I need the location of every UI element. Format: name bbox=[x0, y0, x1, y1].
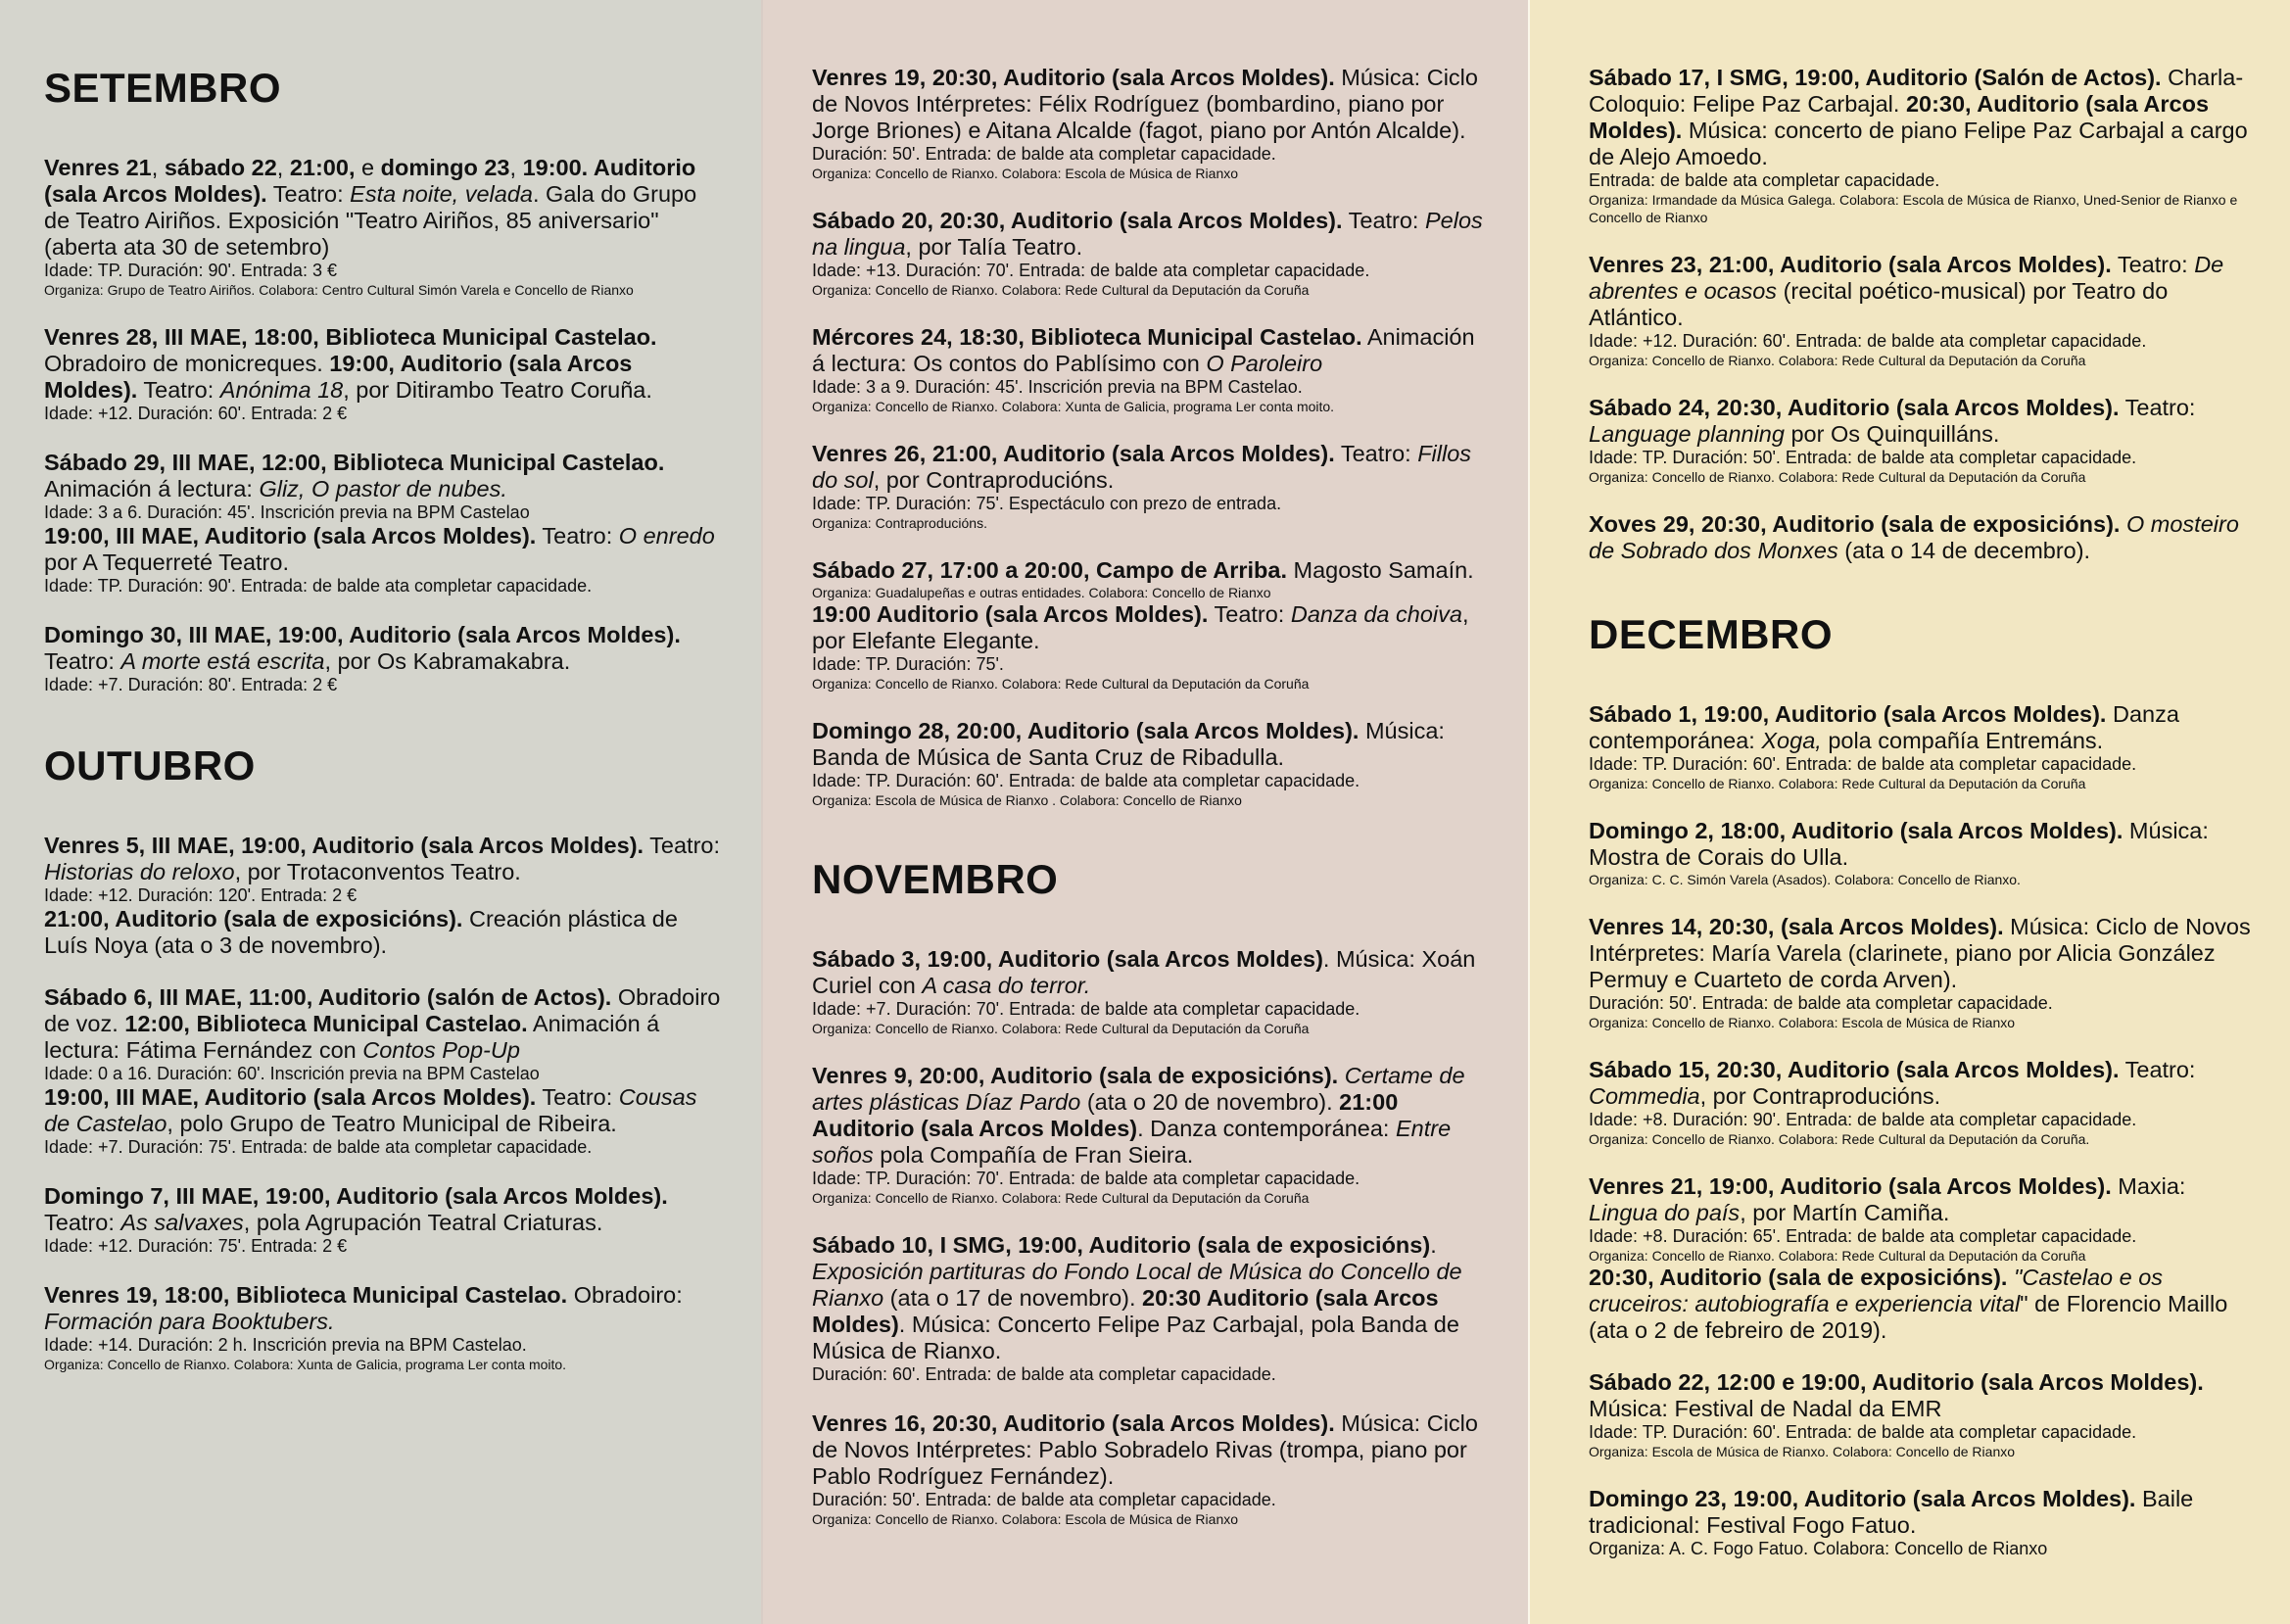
event-details: Idade: TP. Duración: 90'. Entrada: 3 € bbox=[44, 261, 337, 280]
event-entry bbox=[44, 1183, 722, 1257]
event-details: Idade: +12. Duración: 60'. Entrada: 2 € bbox=[44, 404, 348, 423]
event-entry bbox=[44, 1282, 722, 1373]
event-description: Venres 9, 20:00, Auditorio (sala de exposicións). Certame de artes plásticas Díaz Pardo (ata o 20 de novembro). 21:00 Auditorio (sala Arcos Moldes). Danza contemporánea: Entre soños pola Compañía de Fran Sieira. bbox=[812, 1063, 1465, 1168]
event-description: Domingo 28, 20:00, Auditorio (sala Arcos Moldes). Música: Banda de Música de Santa Cruz de Ribadulla. bbox=[812, 718, 1445, 770]
event-description: Sábado 1, 19:00, Auditorio (sala Arcos Moldes). Danza contemporánea: Xoga, pola compañía Entremáns. bbox=[1589, 701, 2179, 753]
event-description: 19:00, III MAE, Auditorio (sala Arcos Moldes). Teatro: Cousas de Castelao, polo Grupo de Teatro Municipal de Ribeira. bbox=[44, 1084, 697, 1136]
event-entry bbox=[1589, 914, 2251, 1031]
event-organizer: Organiza: Concello de Rianxo. Colabora: Xunta de Galicia, programa Ler conta moito. bbox=[44, 1357, 567, 1372]
event-details: Idade: TP. Duración: 60'. Entrada: de balde ata completar capacidade. bbox=[1589, 754, 2137, 774]
event-details: Idade: TP. Duración: 60'. Entrada: de balde ata completar capacidade. bbox=[812, 771, 1360, 790]
event-entry bbox=[812, 324, 1489, 415]
event-entry bbox=[1589, 701, 2251, 792]
event-entry bbox=[812, 718, 1489, 809]
event-description: Sábado 29, III MAE, 12:00, Biblioteca Municipal Castelao. Animación á lectura: Gliz, O pastor de nubes. bbox=[44, 450, 665, 502]
event-details: Idade: +12. Duración: 120'. Entrada: 2 € bbox=[44, 885, 358, 905]
event-entry bbox=[44, 155, 722, 299]
event-entry bbox=[44, 833, 722, 959]
event-details: Idade: 0 a 16. Duración: 60'. Inscrición previa na BPM Castelao bbox=[44, 1064, 540, 1083]
event-description: Domingo 30, III MAE, 19:00, Auditorio (sala Arcos Moldes). Teatro: A morte está escrita, por Os Kabramakabra. bbox=[44, 622, 681, 674]
event-details: Idade: 3 a 6. Duración: 45'. Inscrición previa na BPM Castelao bbox=[44, 502, 530, 522]
event-details: Idade: +12. Duración: 60'. Entrada: de balde ata completar capacidade. bbox=[1589, 331, 2147, 351]
event-organizer: Organiza: Concello de Rianxo. Colabora: Rede Cultural da Deputación da Coruña bbox=[812, 676, 1310, 692]
event-details: Duración: 50'. Entrada: de balde ata completar capacidade. bbox=[812, 144, 1276, 164]
event-organizer: Organiza: Contraproducións. bbox=[812, 515, 987, 531]
event-details: Idade: TP. Duración: 60'. Entrada: de balde ata completar capacidade. bbox=[1589, 1422, 2137, 1442]
event-details: Duración: 50'. Entrada: de balde ata completar capacidade. bbox=[812, 1490, 1276, 1509]
event-entry bbox=[44, 622, 722, 695]
event-details: Idade: +7. Duración: 70'. Entrada: de balde ata completar capacidade. bbox=[812, 999, 1360, 1019]
event-description: Sábado 10, I SMG, 19:00, Auditorio (sala de exposicións). Exposición partituras do Fondo Local de Música do Concello de Rianxo (ata o 17 de novembro). 20:30 Auditorio (sala Arcos Moldes). Música: Concerto Felipe Paz Carbajal, pola Banda de Música de Rianxo. bbox=[812, 1232, 1462, 1363]
event-description: Sábado 3, 19:00, Auditorio (sala Arcos Moldes). Música: Xoán Curiel con A casa do terror. bbox=[812, 946, 1476, 998]
column-1 bbox=[0, 0, 761, 1624]
event-entry bbox=[1589, 1173, 2251, 1344]
event-description: Venres 23, 21:00, Auditorio (sala Arcos Moldes). Teatro: De abrentes e ocasos (recital poético-musical) por Teatro do Atlántico. bbox=[1589, 252, 2224, 330]
event-details: Duración: 60'. Entrada: de balde ata completar capacidade. bbox=[812, 1364, 1276, 1384]
event-entry bbox=[812, 208, 1489, 299]
event-description: Venres 14, 20:30, (sala Arcos Moldes). Música: Ciclo de Novos Intérpretes: María Varela (clarinete, piano por Alicia González Permuy e Cuarteto de corda Arven). bbox=[1589, 914, 2251, 992]
event-description: Sábado 17, I SMG, 19:00, Auditorio (Salón de Actos). Charla-Coloquio: Felipe Paz Carbajal. 20:30, Auditorio (sala Arcos Moldes). Música: concerto de piano Felipe Paz Carbajal a cargo de Alejo Amoedo. bbox=[1589, 65, 2248, 169]
event-details: Idade: +8. Duración: 65'. Entrada: de balde ata completar capacidade. bbox=[1589, 1226, 2137, 1246]
event-organizer: Organiza: Grupo de Teatro Airiños. Colabora: Centro Cultural Simón Varela e Concello de Rianxo bbox=[44, 282, 634, 298]
event-description: Domingo 2, 18:00, Auditorio (sala Arcos Moldes). Música: Mostra de Corais do Ulla. bbox=[1589, 818, 2209, 870]
event-organizer: Organiza: Guadalupeñas e outras entidades. Colabora: Concello de Rianxo bbox=[812, 585, 1271, 600]
event-entry bbox=[1589, 252, 2251, 369]
event-description: Sábado 22, 12:00 e 19:00, Auditorio (sala Arcos Moldes). Música: Festival de Nadal da EMR bbox=[1589, 1369, 2204, 1421]
event-description: Venres 19, 18:00, Biblioteca Municipal Castelao. Obradoiro: Formación para Booktubers. bbox=[44, 1282, 683, 1334]
event-organizer: Organiza: Concello de Rianxo. Colabora: Rede Cultural da Deputación da Coruña bbox=[812, 282, 1310, 298]
event-details: Idade: +7. Duración: 80'. Entrada: 2 € bbox=[44, 675, 338, 694]
event-description: Domingo 7, III MAE, 19:00, Auditorio (sala Arcos Moldes). Teatro: As salvaxes, pola Agrupación Teatral Criaturas. bbox=[44, 1183, 668, 1235]
event-details: Idade: +7. Duración: 75'. Entrada: de balde ata completar capacidade. bbox=[44, 1137, 593, 1157]
event-organizer: Organiza: Concello de Rianxo. Colabora: Rede Cultural da Deputación da Coruña bbox=[1589, 1248, 2086, 1264]
event-details: Idade: TP. Duración: 75'. Espectáculo con prezo de entrada. bbox=[812, 494, 1282, 513]
event-organizer: Organiza: Concello de Rianxo. Colabora: Rede Cultural da Deputación da Coruña bbox=[1589, 776, 2086, 791]
event-entry bbox=[812, 1410, 1489, 1528]
event-organizer: Organiza: Concello de Rianxo. Colabora: Rede Cultural da Deputación da Coruña. bbox=[1589, 1131, 2090, 1147]
event-description: Sábado 20, 20:30, Auditorio (sala Arcos Moldes). Teatro: Pelos na lingua, por Talía Teatro. bbox=[812, 208, 1483, 260]
event-organizer: Organiza: Concello de Rianxo. Colabora: Rede Cultural da Deputación da Coruña bbox=[1589, 469, 2086, 485]
event-description: Venres 19, 20:30, Auditorio (sala Arcos Moldes). Música: Ciclo de Novos Intérpretes: Félix Rodríguez (bombardino, piano por Jorge Briones) e Aitana Alcalde (fagot, piano por Antón Alcalde). bbox=[812, 65, 1478, 143]
event-description: Venres 21, sábado 22, 21:00, e domingo 23, 19:00. Auditorio (sala Arcos Moldes). Teatro: Esta noite, velada. Gala do Grupo de Teatro Airiños. Exposición "Teatro Airiños, 85 aniversario" (aberta ata 30 de setembro) bbox=[44, 155, 697, 260]
event-entry bbox=[1589, 511, 2251, 564]
event-organizer: Organiza: Concello de Rianxo. Colabora: Escola de Música de Rianxo bbox=[812, 166, 1239, 181]
event-description: 20:30, Auditorio (sala de exposicións). "Castelao e os cruceiros: autobiografía e experiencia vital" de Florencio Maillo (ata o 2 de febreiro de 2019). bbox=[1589, 1265, 2228, 1343]
event-entry bbox=[812, 946, 1489, 1037]
event-description: Sábado 27, 17:00 a 20:00, Campo de Arriba. Magosto Samaín. bbox=[812, 557, 1474, 583]
event-entry bbox=[44, 984, 722, 1158]
event-details: Idade: +13. Duración: 70'. Entrada: de balde ata completar capacidade. bbox=[812, 261, 1370, 280]
month-heading: OUTUBRO bbox=[44, 742, 256, 788]
event-organizer: Organiza: Concello de Rianxo. Colabora: Rede Cultural da Deputación da Coruña bbox=[812, 1021, 1310, 1036]
column-2 bbox=[761, 0, 1528, 1624]
month-heading: NOVEMBRO bbox=[812, 856, 1059, 902]
event-description: Domingo 23, 19:00, Auditorio (sala Arcos Moldes). Baile tradicional: Festival Fogo Fatuo. bbox=[1589, 1486, 2194, 1538]
event-entry bbox=[812, 65, 1489, 182]
event-description: Venres 5, III MAE, 19:00, Auditorio (sala Arcos Moldes). Teatro: Historias do reloxo, por Trotaconventos Teatro. bbox=[44, 833, 720, 884]
event-details: Entrada: de balde ata completar capacidade. bbox=[1589, 170, 1940, 190]
event-organizer: Organiza: Concello de Rianxo. Colabora: Rede Cultural da Deputación da Coruña bbox=[1589, 353, 2086, 368]
event-description: 19:00 Auditorio (sala Arcos Moldes). Teatro: Danza da choiva, por Elefante Elegante. bbox=[812, 601, 1469, 653]
event-organizer: Organiza: Concello de Rianxo. Colabora: Escola de Música de Rianxo bbox=[1589, 1015, 2016, 1030]
event-details: Idade: +12. Duración: 75'. Entrada: 2 € bbox=[44, 1236, 348, 1256]
event-organizer: Organiza: Concello de Rianxo. Colabora: Rede Cultural da Deputación da Coruña bbox=[812, 1190, 1310, 1206]
event-organizer: Organiza: C. C. Simón Varela (Asados). Colabora: Concello de Rianxo. bbox=[1589, 872, 2021, 887]
column-3 bbox=[1528, 0, 2290, 1624]
event-description: Sábado 15, 20:30, Auditorio (sala Arcos Moldes). Teatro: Commedia, por Contraproducións. bbox=[1589, 1057, 2196, 1109]
event-entry bbox=[1589, 818, 2251, 888]
month-heading: SETEMBRO bbox=[44, 65, 282, 111]
event-organizer: Organiza: Escola de Música de Rianxo. Colabora: Concello de Rianxo bbox=[1589, 1444, 2016, 1459]
event-entry bbox=[812, 441, 1489, 532]
event-entry bbox=[44, 324, 722, 424]
event-description: Xoves 29, 20:30, Auditorio (sala de exposicións). O mosteiro de Sobrado dos Monxes (ata o 14 de decembro). bbox=[1589, 511, 2239, 563]
event-description: Venres 16, 20:30, Auditorio (sala Arcos Moldes). Música: Ciclo de Novos Intérpretes: Pablo Sobradelo Rivas (trompa, piano por Pablo Rodríguez Fernández). bbox=[812, 1410, 1478, 1489]
event-details: Idade: TP. Duración: 75'. bbox=[812, 654, 1004, 674]
event-description: Sábado 24, 20:30, Auditorio (sala Arcos Moldes). Teatro: Language planning por Os Quinquilláns. bbox=[1589, 395, 2196, 447]
event-organizer: Organiza: Escola de Música de Rianxo . Colabora: Concello de Rianxo bbox=[812, 792, 1242, 808]
event-entry bbox=[812, 1232, 1489, 1385]
event-entry bbox=[1589, 1057, 2251, 1148]
event-details: Idade: +8. Duración: 90'. Entrada: de balde ata completar capacidade. bbox=[1589, 1110, 2137, 1129]
event-entry bbox=[1589, 1369, 2251, 1460]
event-entry bbox=[1589, 395, 2251, 486]
event-entry bbox=[812, 1063, 1489, 1207]
event-organizer: Organiza: Concello de Rianxo. Colabora: Xunta de Galicia, programa Ler conta moito. bbox=[812, 399, 1335, 414]
event-details: Duración: 50'. Entrada: de balde ata completar capacidade. bbox=[1589, 993, 2053, 1013]
event-description: Venres 26, 21:00, Auditorio (sala Arcos Moldes). Teatro: Fillos do sol, por Contraproducións. bbox=[812, 441, 1472, 493]
event-description: Sábado 6, III MAE, 11:00, Auditorio (salón de Actos). Obradoiro de voz. 12:00, Biblioteca Municipal Castelao. Animación á lectura: Fátima Fernández con Contos Pop-Up bbox=[44, 984, 721, 1063]
event-details: Organiza: A. C. Fogo Fatuo. Colabora: Concello de Rianxo bbox=[1589, 1539, 2048, 1558]
event-description: Mércores 24, 18:30, Biblioteca Municipal Castelao. Animación á lectura: Os contos do Pablísimo con O Paroleiro bbox=[812, 324, 1475, 376]
event-organizer: Organiza: Concello de Rianxo. Colabora: Escola de Música de Rianxo bbox=[812, 1511, 1239, 1527]
event-entry bbox=[44, 450, 722, 597]
event-entry bbox=[812, 557, 1489, 693]
month-heading: DECEMBRO bbox=[1589, 611, 1834, 657]
event-description: 21:00, Auditorio (sala de exposicións). Creación plástica de Luís Noya (ata o 3 de novembro). bbox=[44, 906, 678, 958]
event-details: Idade: TP. Duración: 70'. Entrada: de balde ata completar capacidade. bbox=[812, 1169, 1360, 1188]
event-description: Venres 28, III MAE, 18:00, Biblioteca Municipal Castelao. Obradoiro de monicreques. 19:00, Auditorio (sala Arcos Moldes). Teatro: Anónima 18, por Ditirambo Teatro Coruña. bbox=[44, 324, 657, 403]
event-organizer: Organiza: Irmandade da Música Galega. Colabora: Escola de Música de Rianxo, Uned-Senior de Rianxo e Concello de Rianxo bbox=[1589, 192, 2238, 225]
event-description: Venres 21, 19:00, Auditorio (sala Arcos Moldes). Maxia: Lingua do país, por Martín Camiña. bbox=[1589, 1173, 2186, 1225]
event-details: Idade: 3 a 9. Duración: 45'. Inscrición previa na BPM Castelao. bbox=[812, 377, 1303, 397]
event-entry bbox=[1589, 1486, 2251, 1559]
event-details: Idade: +14. Duración: 2 h. Inscrición previa na BPM Castelao. bbox=[44, 1335, 527, 1355]
event-details: Idade: TP. Duración: 90'. Entrada: de balde ata completar capacidade. bbox=[44, 576, 593, 596]
event-description: 19:00, III MAE, Auditorio (sala Arcos Moldes). Teatro: O enredo por A Tequerreté Teatro. bbox=[44, 523, 715, 575]
event-details: Idade: TP. Duración: 50'. Entrada: de balde ata completar capacidade. bbox=[1589, 448, 2137, 467]
event-entry bbox=[1589, 65, 2251, 226]
